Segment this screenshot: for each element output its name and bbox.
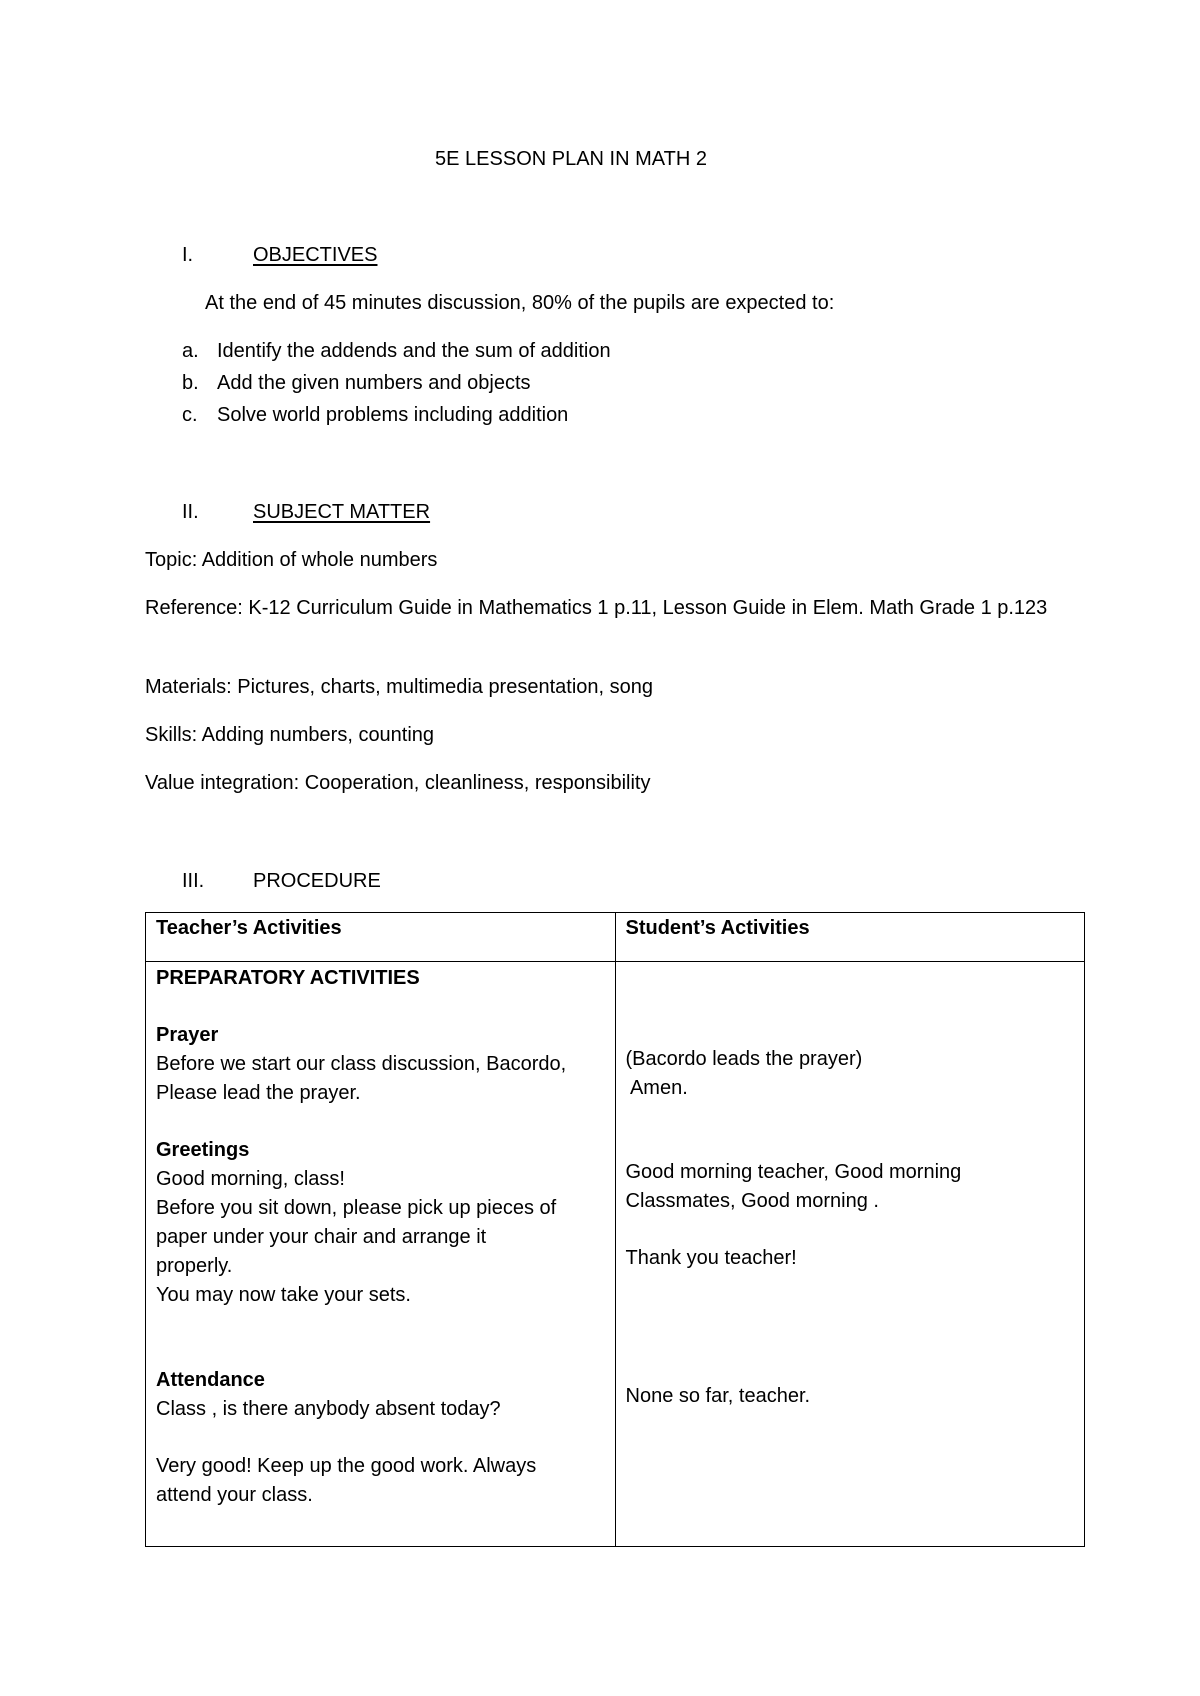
objective-text-c: Solve world problems including addition — [217, 404, 569, 426]
reference-line: Reference: K-12 Curriculum Guide in Mathematics 1 p.11, Lesson Guide in Elem. Math Grade 1 p.123 — [145, 597, 1048, 619]
procedure-number: III. — [182, 870, 205, 892]
table-header-row — [146, 913, 1085, 962]
teacher-attend-line-1: Class , is there anybody absent today? — [156, 1398, 501, 1420]
preparatory-heading: PREPARATORY ACTIVITIES — [156, 967, 420, 989]
subject-matter-heading: SUBJECT MATTER — [253, 501, 431, 523]
objectives-intro: At the end of 45 minutes discussion, 80% of the pupils are expected to: — [205, 292, 835, 314]
student-attend-line-1: None so far, teacher. — [625, 1385, 811, 1407]
attendance-heading: Attendance — [156, 1369, 265, 1391]
objectives-heading: OBJECTIVES — [253, 244, 378, 266]
greetings-heading: Greetings — [156, 1139, 250, 1161]
teacher-prayer-line-1: Before we start our class discussion, Bacordo, — [156, 1053, 567, 1075]
student-prayer-line-1: (Bacordo leads the prayer) — [625, 1048, 863, 1070]
teacher-greet-line-2: Before you sit down, please pick up pieces of — [156, 1197, 557, 1219]
prayer-heading: Prayer — [156, 1024, 219, 1046]
teacher-prayer-line-2: Please lead the prayer. — [156, 1082, 361, 1104]
procedure-heading: PROCEDURE — [253, 870, 381, 892]
objective-letter-c: c. — [182, 404, 198, 426]
teacher-activities-cell — [146, 962, 616, 1547]
col-header-student: Student’s Activities — [615, 913, 1085, 962]
topic-line: Topic: Addition of whole numbers — [145, 549, 438, 571]
page-title: 5E LESSON PLAN IN MATH 2 — [435, 148, 707, 170]
table-row — [146, 962, 1085, 1547]
objective-letter-a: a. — [182, 340, 199, 362]
teacher-greet-line-3: paper under your chair and arrange it — [156, 1226, 487, 1248]
teacher-greet-line-1: Good morning, class! — [156, 1168, 345, 1190]
teacher-attend-line-3: attend your class. — [156, 1484, 313, 1506]
skills-line: Skills: Adding numbers, counting — [145, 724, 435, 746]
subject-matter-number: II. — [182, 501, 199, 523]
student-greet-line-3: Thank you teacher! — [625, 1247, 797, 1269]
objectives-number: I. — [182, 244, 194, 266]
student-activities-cell — [615, 962, 1085, 1547]
teacher-attend-line-2: Very good! Keep up the good work. Always — [156, 1455, 537, 1477]
col-header-teacher: Teacher’s Activities — [146, 913, 616, 962]
objective-text-a: Identify the addends and the sum of addition — [217, 340, 611, 362]
teacher-greet-line-4: properly. — [156, 1255, 233, 1277]
student-greet-line-1: Good morning teacher, Good morning — [625, 1161, 962, 1183]
teacher-greet-line-5: You may now take your sets. — [156, 1284, 411, 1306]
student-prayer-line-2: Amen. — [625, 1077, 688, 1099]
values-line: Value integration: Cooperation, cleanliness, responsibility — [145, 772, 651, 794]
procedure-table — [145, 912, 1085, 1547]
objective-text-b: Add the given numbers and objects — [217, 372, 531, 394]
objective-letter-b: b. — [182, 372, 199, 394]
materials-line: Materials: Pictures, charts, multimedia presentation, song — [145, 676, 653, 698]
student-greet-line-2: Classmates, Good morning . — [625, 1190, 879, 1212]
